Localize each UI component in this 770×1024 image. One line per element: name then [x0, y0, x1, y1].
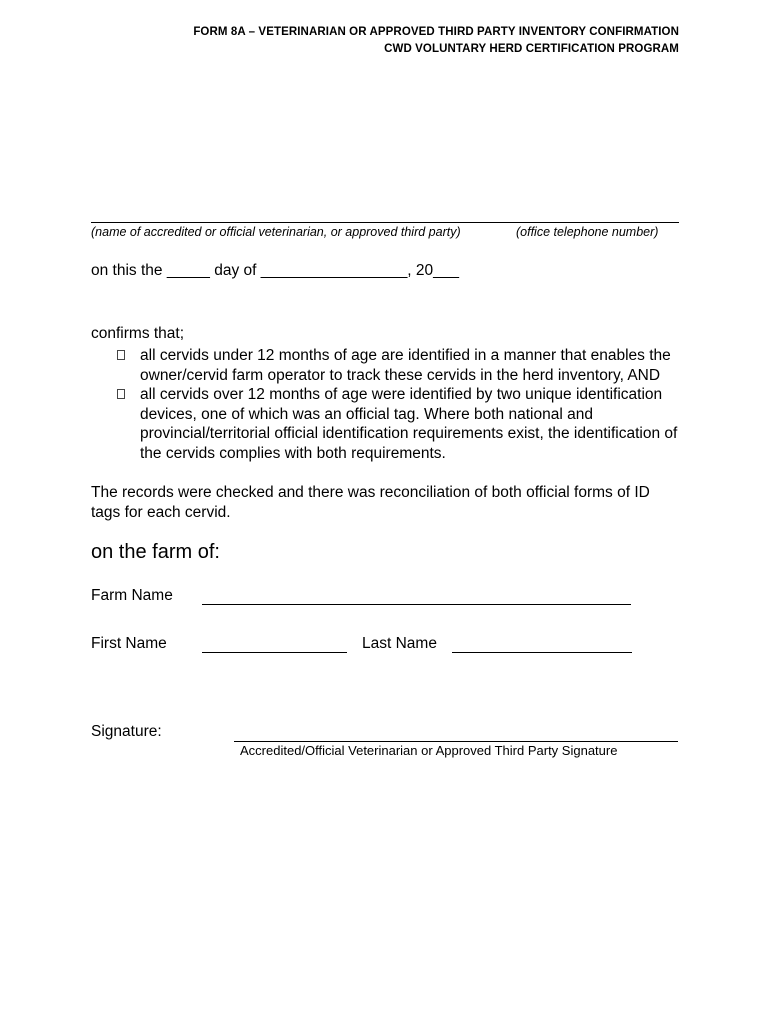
vet-name-phone-line[interactable]	[91, 222, 679, 223]
farm-name-label: Farm Name	[91, 587, 173, 604]
form-header	[193, 24, 679, 58]
vet-name-caption: (name of accredited or official veterinarian, or approved third party)	[91, 225, 461, 239]
first-name-label: First Name	[91, 635, 167, 652]
confirms-intro: confirms that;	[91, 325, 185, 342]
records-statement: The records were checked and there was reconciliation of both official forms of ID tags for each cervid.	[91, 484, 650, 521]
farm-name-field[interactable]	[202, 604, 631, 605]
dateline: on this the _____ day of _________________, 20___	[91, 262, 460, 279]
checklist-item-text: all cervids under 12 months of age are identified in a manner that enables the owner/cervid farm operator to track these cervids in the herd inventory, AND	[140, 347, 671, 384]
signature-label: Signature:	[91, 723, 162, 740]
signature-field[interactable]	[234, 741, 678, 742]
program-title: CWD VOLUNTARY HERD CERTIFICATION PROGRAM	[384, 43, 679, 55]
checklist-item-text: all cervids over 12 months of age were identified by two unique identification devices, one of which was an official tag. Where both national and provincial/territorial official identification requirements exist, the identification of the cervids complies with both requirements.	[140, 386, 678, 462]
phone-caption: (office telephone number)	[516, 225, 659, 239]
last-name-label: Last Name	[362, 635, 437, 652]
last-name-field[interactable]	[452, 652, 632, 653]
checklist-item	[91, 346, 691, 385]
signature-caption: Accredited/Official Veterinarian or Approved Third Party Signature	[240, 743, 618, 758]
confirmation-checklist	[91, 346, 691, 463]
checklist-item	[91, 385, 691, 463]
farm-heading: on the farm of:	[91, 541, 220, 563]
checkbox[interactable]	[117, 389, 125, 399]
checkbox[interactable]	[117, 350, 125, 360]
form-title: FORM 8A – VETERINARIAN OR APPROVED THIRD PARTY INVENTORY CONFIRMATION	[193, 26, 679, 38]
first-name-field[interactable]	[202, 652, 347, 653]
